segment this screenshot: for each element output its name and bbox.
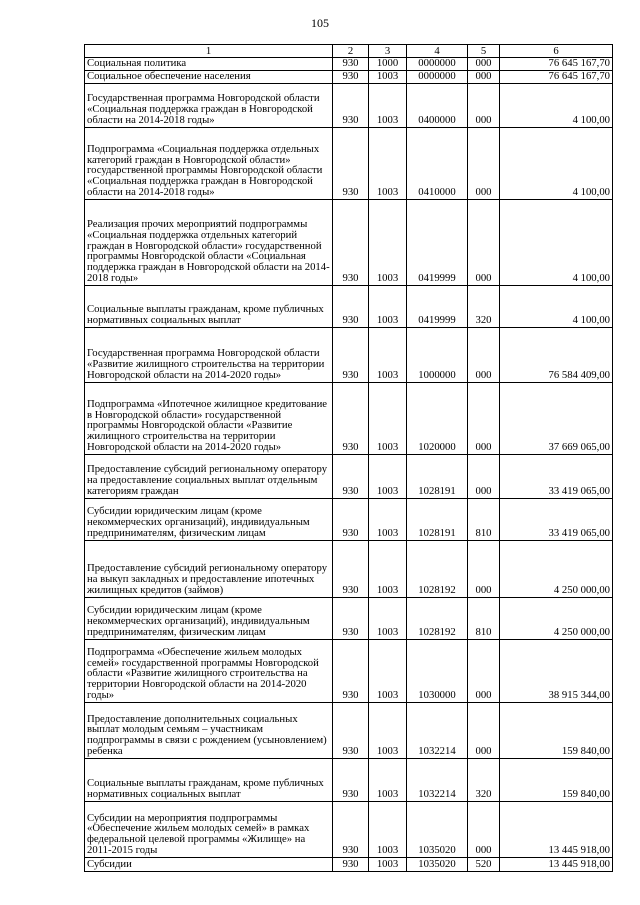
- row-code-5: 000: [468, 70, 500, 83]
- row-code-4: 1030000: [407, 639, 468, 702]
- table-row: [85, 702, 613, 758]
- col-header-1: 1: [85, 45, 333, 58]
- col-header-2: 2: [333, 45, 369, 58]
- row-code-4: 0000000: [407, 58, 468, 71]
- table-row: [85, 454, 613, 498]
- row-name: Субсидии юридическим лицам (кроме некоммерческих организаций), индивидуальным предпринимателям, физическим лицам: [85, 597, 333, 639]
- row-amount: 37 669 065,00: [500, 382, 613, 454]
- row-amount: 4 100,00: [500, 83, 613, 127]
- row-code-3: 1003: [369, 454, 407, 498]
- row-code-5: 520: [468, 857, 500, 871]
- row-code-3: 1003: [369, 801, 407, 857]
- row-name: Социальная политика: [85, 58, 333, 71]
- table-row: [85, 83, 613, 127]
- row-code-4: 1035020: [407, 801, 468, 857]
- table-row: [85, 639, 613, 702]
- table-row: [85, 127, 613, 199]
- row-name: Субсидии: [85, 857, 333, 871]
- row-amount: 76 645 167,70: [500, 70, 613, 83]
- row-code-2: 930: [333, 382, 369, 454]
- table-row: [85, 801, 613, 857]
- row-name: Государственная программа Новгородской области «Социальная поддержка граждан в Новгородской области на 2014-2018 годы»: [85, 83, 333, 127]
- page-number: 105: [311, 16, 329, 30]
- row-code-5: 000: [468, 127, 500, 199]
- row-amount: 13 445 918,00: [500, 801, 613, 857]
- row-code-5: 810: [468, 498, 500, 540]
- row-code-3: 1003: [369, 702, 407, 758]
- row-code-4: 0000000: [407, 70, 468, 83]
- row-amount: 33 419 065,00: [500, 454, 613, 498]
- row-code-5: 000: [468, 702, 500, 758]
- row-name: Государственная программа Новгородской области «Развитие жилищного строительства на территории Новгородской области на 2014-2020 годы»: [85, 327, 333, 382]
- table-row: [85, 758, 613, 801]
- row-code-5: 000: [468, 540, 500, 597]
- row-code-4: 1020000: [407, 382, 468, 454]
- row-code-2: 930: [333, 83, 369, 127]
- row-code-5: 000: [468, 801, 500, 857]
- table-row: [85, 498, 613, 540]
- table-row: [85, 857, 613, 871]
- row-name: Социальные выплаты гражданам, кроме публичных нормативных социальных выплат: [85, 285, 333, 327]
- row-code-2: 930: [333, 597, 369, 639]
- table-row: [85, 285, 613, 327]
- row-amount: 159 840,00: [500, 702, 613, 758]
- table-row: [85, 382, 613, 454]
- row-code-2: 930: [333, 58, 369, 71]
- row-code-5: 810: [468, 597, 500, 639]
- header-row: [85, 45, 613, 58]
- row-code-3: 1003: [369, 639, 407, 702]
- row-amount: 76 584 409,00: [500, 327, 613, 382]
- row-code-2: 930: [333, 639, 369, 702]
- table-row: [85, 199, 613, 285]
- row-name: Субсидии юридическим лицам (кроме некоммерческих организаций), индивидуальным предпринимателям, физическим лицам: [85, 498, 333, 540]
- row-code-5: 000: [468, 454, 500, 498]
- row-code-5: 320: [468, 285, 500, 327]
- row-amount: 4 250 000,00: [500, 597, 613, 639]
- row-code-3: 1003: [369, 597, 407, 639]
- row-amount: 13 445 918,00: [500, 857, 613, 871]
- row-code-3: 1003: [369, 498, 407, 540]
- row-code-3: 1000: [369, 58, 407, 71]
- row-code-3: 1003: [369, 857, 407, 871]
- row-name: Социальные выплаты гражданам, кроме публичных нормативных социальных выплат: [85, 758, 333, 801]
- row-amount: 38 915 344,00: [500, 639, 613, 702]
- row-amount: 4 100,00: [500, 285, 613, 327]
- row-code-3: 1003: [369, 199, 407, 285]
- row-name: Субсидии на мероприятия подпрограммы «Обеспечение жильем молодых семей» в рамках федеральной целевой программы «Жилище» на 2011-2015 годы: [85, 801, 333, 857]
- row-code-3: 1003: [369, 83, 407, 127]
- row-code-4: 0419999: [407, 199, 468, 285]
- row-amount: 4 100,00: [500, 199, 613, 285]
- row-name: Предоставление субсидий региональному оператору на предоставление социальных выплат отдельным категориям граждан: [85, 454, 333, 498]
- row-code-2: 930: [333, 70, 369, 83]
- row-code-5: 000: [468, 382, 500, 454]
- row-code-3: 1003: [369, 285, 407, 327]
- row-name: Предоставление дополнительных социальных выплат молодым семьям – участникам подпрограммы в связи с рождением (усыновлением) ребенка: [85, 702, 333, 758]
- row-code-4: 1028192: [407, 540, 468, 597]
- row-amount: 76 645 167,70: [500, 58, 613, 71]
- budget-table: [84, 44, 613, 872]
- row-name: Предоставление субсидий региональному оператору на выкуп закладных и предоставление ипотечных жилищных кредитов (займов): [85, 540, 333, 597]
- row-code-4: 0410000: [407, 127, 468, 199]
- col-header-4: 4: [407, 45, 468, 58]
- row-code-2: 930: [333, 127, 369, 199]
- row-code-2: 930: [333, 498, 369, 540]
- row-code-2: 930: [333, 540, 369, 597]
- row-code-5: 000: [468, 83, 500, 127]
- col-header-6: 6: [500, 45, 613, 58]
- row-code-4: 1032214: [407, 758, 468, 801]
- row-code-4: 1000000: [407, 327, 468, 382]
- row-code-3: 1003: [369, 327, 407, 382]
- row-amount: 33 419 065,00: [500, 498, 613, 540]
- row-code-5: 320: [468, 758, 500, 801]
- row-code-3: 1003: [369, 540, 407, 597]
- row-code-5: 000: [468, 327, 500, 382]
- row-code-2: 930: [333, 199, 369, 285]
- row-name: Подпрограмма «Социальная поддержка отдельных категорий граждан в Новгородской области» государственной программы Новгородской области «Социальная поддержка граждан в Новгородской области на 2014-2018 годы»: [85, 127, 333, 199]
- row-code-2: 930: [333, 327, 369, 382]
- row-code-2: 930: [333, 454, 369, 498]
- table-row: [85, 327, 613, 382]
- row-name: Социальное обеспечение населения: [85, 70, 333, 83]
- row-code-3: 1003: [369, 382, 407, 454]
- row-code-4: 1028191: [407, 498, 468, 540]
- row-code-4: 0400000: [407, 83, 468, 127]
- row-code-2: 930: [333, 758, 369, 801]
- row-amount: 159 840,00: [500, 758, 613, 801]
- row-name: Реализация прочих мероприятий подпрограммы «Социальная поддержка отдельных категорий граждан в Новгородской области» государственной программы Новгородской области «Социальная поддержка граждан в Новгородской области на 2014-2018 годы»: [85, 199, 333, 285]
- row-code-2: 930: [333, 285, 369, 327]
- row-code-4: 1035020: [407, 857, 468, 871]
- row-code-2: 930: [333, 801, 369, 857]
- row-code-3: 1003: [369, 127, 407, 199]
- row-code-4: 0419999: [407, 285, 468, 327]
- row-code-5: 000: [468, 199, 500, 285]
- table-row: [85, 540, 613, 597]
- row-code-4: 1032214: [407, 702, 468, 758]
- row-code-2: 930: [333, 702, 369, 758]
- table-row: [85, 597, 613, 639]
- table-row: [85, 70, 613, 83]
- row-code-2: 930: [333, 857, 369, 871]
- row-code-3: 1003: [369, 758, 407, 801]
- row-name: Подпрограмма «Обеспечение жильем молодых семей» государственной программы Новгородской области «Развитие жилищного строительства на территории Новгородской области на 2014-2020 годы»: [85, 639, 333, 702]
- row-code-5: 000: [468, 58, 500, 71]
- table-row: [85, 58, 613, 71]
- col-header-5: 5: [468, 45, 500, 58]
- row-code-5: 000: [468, 639, 500, 702]
- row-code-3: 1003: [369, 70, 407, 83]
- row-code-4: 1028191: [407, 454, 468, 498]
- row-amount: 4 100,00: [500, 127, 613, 199]
- row-code-4: 1028192: [407, 597, 468, 639]
- col-header-3: 3: [369, 45, 407, 58]
- row-amount: 4 250 000,00: [500, 540, 613, 597]
- row-name: Подпрограмма «Ипотечное жилищное кредитование в Новгородской области» государственной программы Новгородской области «Развитие жилищного строительства на территории Новгородской области на 2014-2020 годы»: [85, 382, 333, 454]
